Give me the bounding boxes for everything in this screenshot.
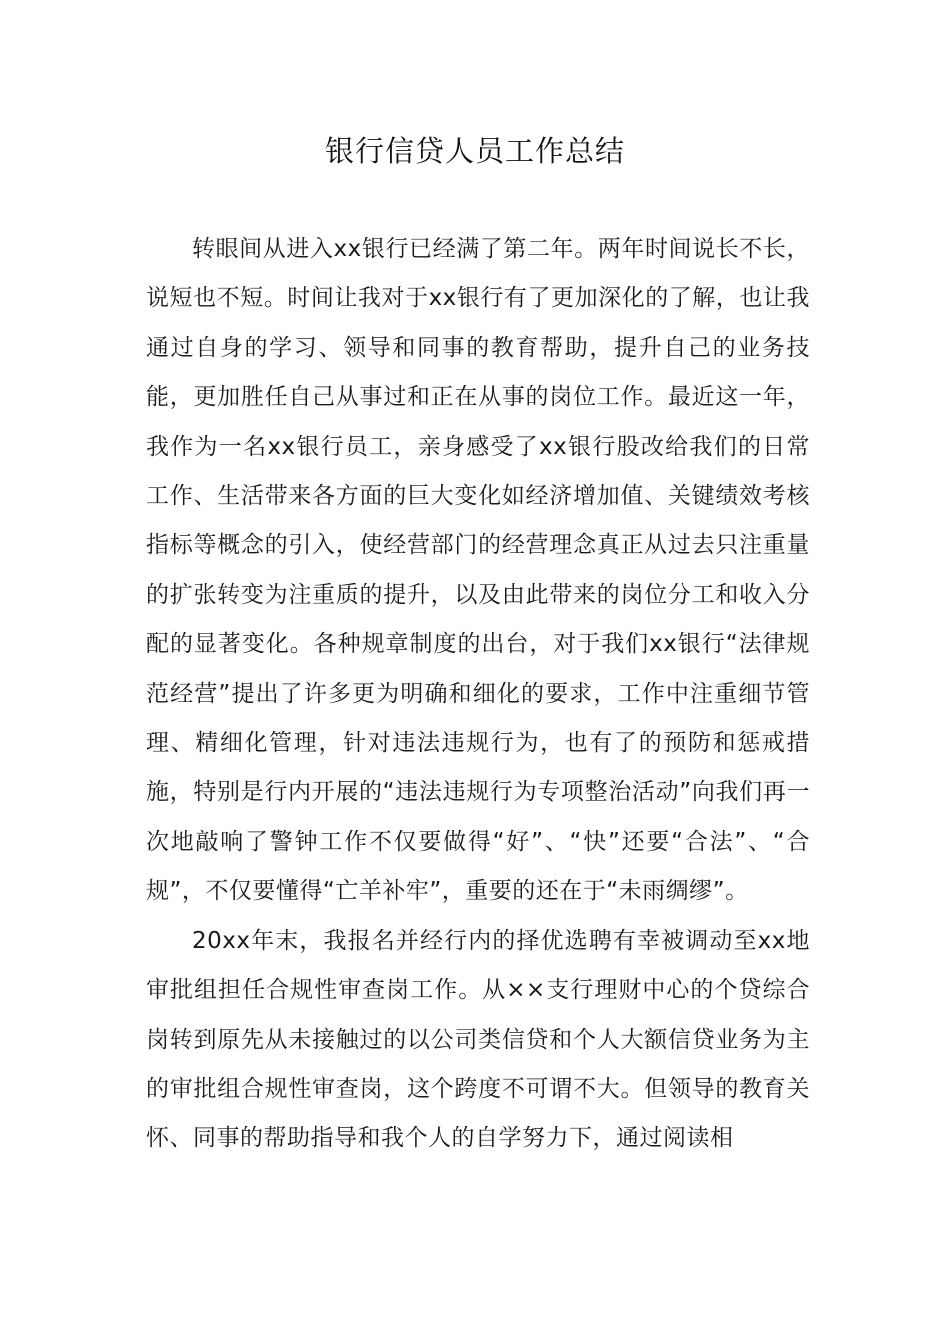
paragraph-2: 20xx年末，我报名并经行内的择优选聘有幸被调动至xx地审批组担任合规性审查岗工作。从××支行理财中心的个贷综合岗转到原先从未接触过的以公司类信贷和个人大额信贷业务为主的审批组合规性审查岗，这个跨度不可谓不大。但领导的教育关怀、同事的帮助指导和我个人的自学努力下，通过阅读相 [146, 927, 810, 1152]
document-body [146, 225, 810, 1164]
paragraph-1: 转眼间从进入xx银行已经满了第二年。两年时间说长不长，说短也不短。时间让我对于xx银行有了更加深化的了解，也让我通过自身的学习、领导和同事的教育帮助，提升自己的业务技能，更加胜任自己从事过和正在从事的岗位工作。最近这一年，我作为一名xx银行员工，亲身感受了xx银行股改给我们的日常工作、生活带来各方面的巨大变化如经济增加值、关键绩效考核指标等概念的引入，使经营部门的经营理念真正从过去只注重量的扩张转变为注重质的提升，以及由此带来的岗位分工和收入分配的显著变化。各种规章制度的出台，对于我们xx银行“法律规范经营”提出了许多更为明确和细化的要求，工作中注重细节管理、精细化管理，针对违法违规行为，也有了的预防和惩戒措施，特别是行内开展的“违法违规行为专项整治活动”向我们再一次地敲响了警钟工作不仅要做得“好”、“快”还要“合法”、“合规”，不仅要懂得“亡羊补牢”，重要的还在于“未雨绸缪”。 [146, 236, 810, 905]
document-title: 银行信贷人员工作总结 [324, 134, 625, 168]
